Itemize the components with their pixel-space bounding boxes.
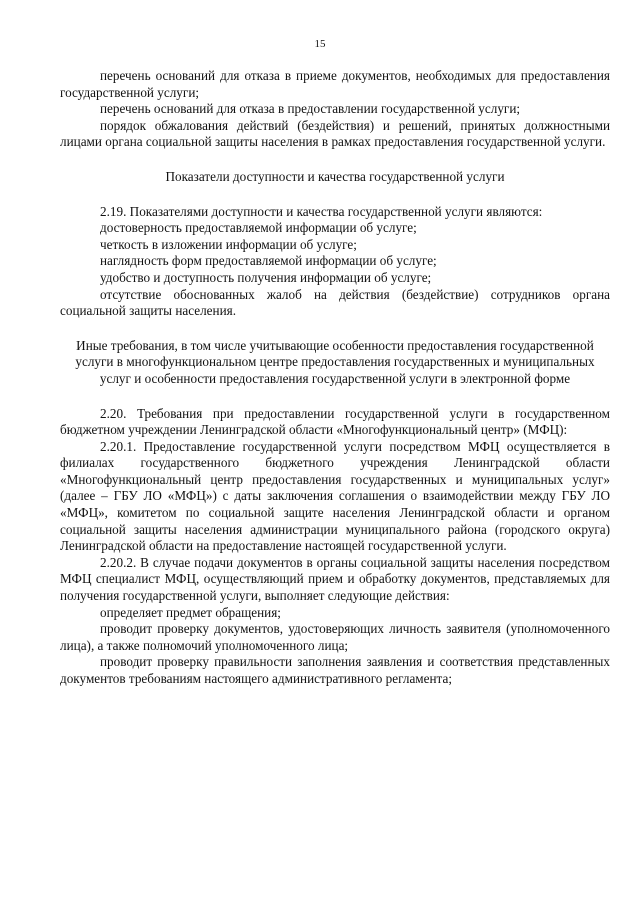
paragraph: наглядность форм предоставляемой информации об услуге;	[100, 253, 437, 269]
paragraph: четкость в изложении информации об услуге;	[100, 236, 357, 252]
paragraph: порядок обжалования действий (бездействия) и решений, принятых должностными лицами органа социальной защиты населения в рамках предоставления государственной услуги.	[60, 117, 610, 150]
paragraph: перечень оснований для отказа в предоставлении государственной услуги;	[100, 101, 521, 117]
section-heading-accessibility: Показатели доступности и качества государственной услуги	[165, 168, 505, 184]
paragraph: 2.19. Показателями доступности и качества государственной услуги являются:	[100, 203, 543, 219]
reasons-list	[60, 68, 610, 151]
paragraph: 2.20.1. Предоставление государственной услуги посредством МФЦ осуществляется в филиалах государственного бюджетного учреждения Ленинградской области «Многофункциональный центр предоставления государственных и муниципальных услуг» (далее – ГБУ ЛО «МФЦ») с даты заключения соглашения о взаимодействии между ГБУ ЛО «МФЦ», комитетом по социальной защите населения Ленинградской области и органом социальной защиты населения администрации муниципального района (городского округа) Ленинградской области на предоставление настоящей государственной услуги.	[60, 438, 610, 554]
paragraph: 2.20. Требования при предоставлении государственной услуги в государственном бюджетном учреждении Ленинградской области «Многофункциональный центр» (МФЦ):	[60, 405, 610, 438]
mfc-requirements	[60, 406, 610, 688]
page-content	[60, 68, 610, 688]
paragraph: достоверность предоставляемой информации об услуге;	[100, 220, 417, 236]
paragraph: отсутствие обоснованных жалоб на действия (бездействие) сотрудников органа социальной защиты населения.	[60, 286, 610, 319]
page-number: 15	[314, 38, 326, 50]
paragraph: удобство и доступность получения информации об услуге;	[100, 269, 432, 285]
paragraph: определяет предмет обращения;	[100, 604, 281, 620]
paragraph: проводит проверку документов, удостоверяющих личность заявителя (уполномоченного лица), а также полномочий уполномоченного лица;	[60, 621, 610, 653]
paragraph: проводит проверку правильности заполнения заявления и соответствия представленных документов требованиям настоящего административного регламента;	[60, 654, 610, 686]
section-heading-other-requirements: Иные требования, в том числе учитывающие особенности предоставления государственной услуги в многофункциональном центре предоставления государственных и муниципальных услуг и особенности предоставления государственной услуги в электронной форме	[75, 337, 595, 386]
paragraph: перечень оснований для отказа в приеме документов, необходимых для предоставления государственной услуги;	[60, 68, 610, 100]
paragraph: 2.20.2. В случае подачи документов в органы социальной защиты населения посредством МФЦ специалист МФЦ, осуществляющий прием и обработку документов, представляемых для получения государственной услуги, выполняет следующие действия:	[60, 554, 610, 604]
accessibility-indicators	[60, 204, 610, 320]
